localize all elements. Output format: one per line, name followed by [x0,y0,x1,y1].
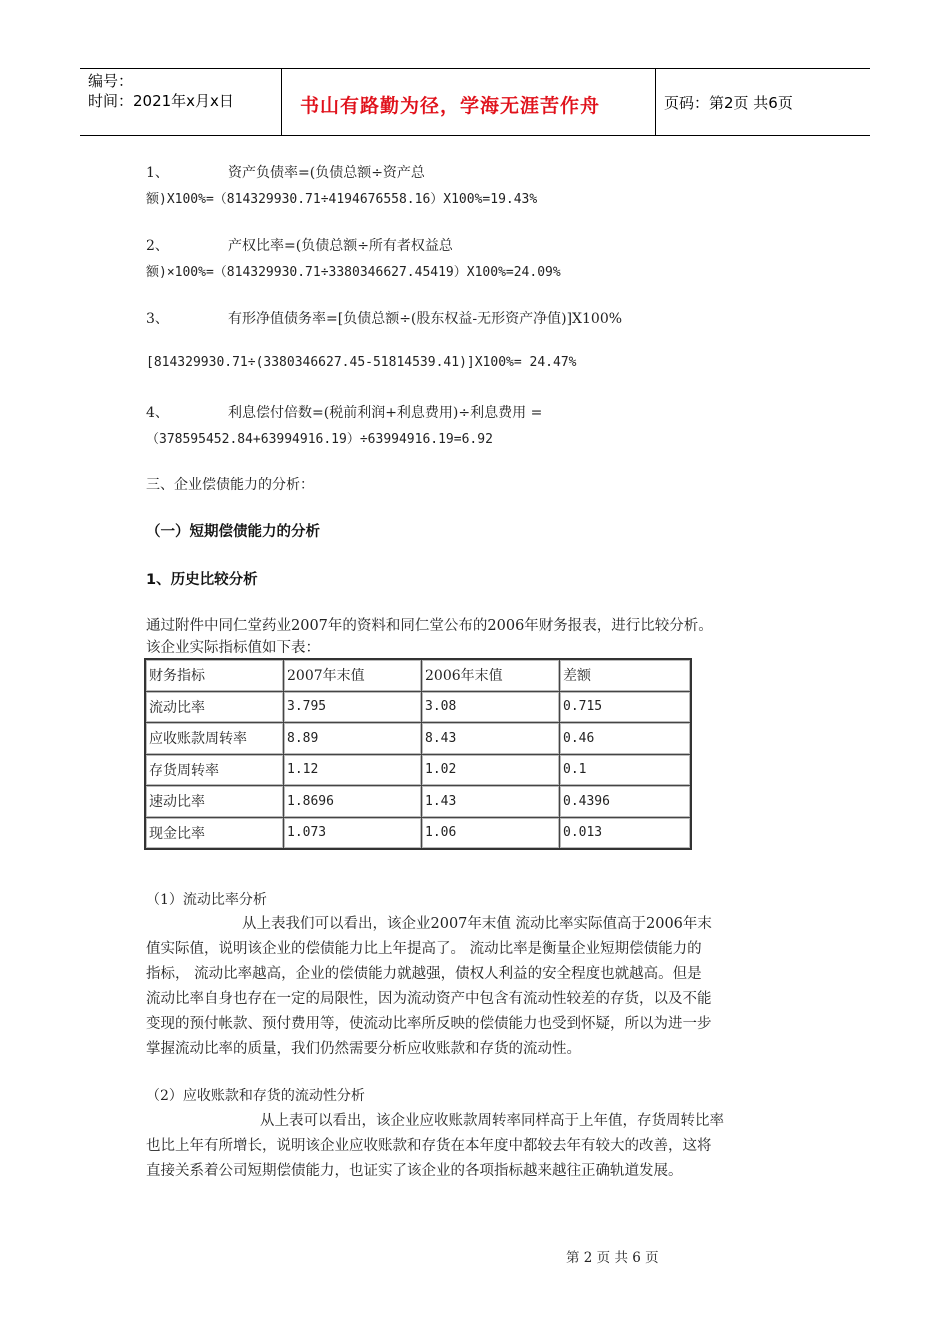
header-divider-2 [655,68,656,136]
table-header-cell: 2006年末值 [422,659,560,691]
analysis-1-line: 值实际值，说明该企业的偿债能力比上年提高了。 流动比率是衡量企业短期偿债能力的 [146,941,702,957]
table-cell: 1.02 [422,754,560,786]
analysis-1-line: 流动比率自身也存在一定的局限性，因为流动资产中包含有流动性较差的存货，以及不能 [146,991,712,1007]
header-page-info: 页码：第2页 共6页 [664,94,793,112]
table-cell: 现金比率 [145,817,284,849]
table-cell: 1.06 [422,817,560,849]
table-cell: 速动比率 [145,786,284,818]
analysis-2-line: 从上表可以看出，该企业应收账款周转率同样高于上年值，存货周转比率 [260,1113,724,1129]
analysis-2-line: 直接关系着公司短期偿债能力，也证实了该企业的各项指标越来越往正确轨道发展。 [146,1163,683,1179]
ratio-1-number: 1、 [146,165,169,181]
ratio-3-formula: 有形净值债务率=[负债总额÷(股东权益-无形资产净值)]X100% [228,311,623,327]
table-cell: 流动比率 [145,691,284,723]
table-cell: 3.08 [422,691,560,723]
analysis-1-title: （1）流动比率分析 [146,892,267,908]
analysis-1-line: 变现的预付帐款、预付费用等，使流动比率所反映的偿债能力也受到怀疑，所以为进一步 [146,1016,712,1032]
table-cell: 1.073 [284,817,422,849]
subsection-1-title: （一）短期偿债能力的分析 [146,524,320,540]
table-row [145,691,691,723]
table-header-cell: 2007年末值 [284,659,422,691]
table-row [145,723,691,755]
ratio-4-number: 4、 [146,405,169,421]
table-row [145,754,691,786]
ratio-2-number: 2、 [146,238,169,254]
financial-indicators-table [144,658,692,850]
analysis-2-title: （2）应收账款和存货的流动性分析 [146,1088,365,1104]
ratio-2-calc: 额)×100%=（814329930.71÷3380346627.45419）X100%=24.09% [146,265,561,280]
header-motto: 书山有路勤为径，学海无涯苦作舟 [300,95,601,117]
table-cell: 8.89 [284,723,422,755]
analysis-1-line: 指标， 流动比率越高，企业的偿债能力就越强，债权人利益的安全程度也就越高。但是 [146,966,702,982]
ratio-3-number: 3、 [146,311,169,327]
table-cell: 0.715 [560,691,692,723]
ratio-4-calc: （378595452.84+63994916.19）÷63994916.19=6.92 [146,432,493,447]
table-header-row [145,659,691,691]
table-header-cell: 差额 [560,659,692,691]
table-cell: 应收账款周转率 [145,723,284,755]
analysis-1-line: 掌握流动比率的质量，我们仍然需要分析应收账款和存货的流动性。 [146,1041,581,1057]
intro-line-2: 该企业实际指标值如下表： [146,640,320,656]
table-row [145,817,691,849]
analysis-2-line: 也比上年有所增长，说明该企业应收账款和存货在本年度中都较去年有较大的改善，这将 [146,1138,712,1154]
table-cell: 0.46 [560,723,692,755]
table-header-cell: 财务指标 [145,659,284,691]
ratio-3-calc: [814329930.71÷(3380346627.45-51814539.41)]X100%= 24.47% [146,355,577,370]
ratio-2-formula: 产权比率=(负债总额÷所有者权益总 [228,238,453,254]
ratio-1-calc: 额)X100%=（814329930.71÷4194676558.16）X100%=19.43% [146,192,538,207]
ratio-1-formula: 资产负债率=(负债总额÷资产总 [228,165,425,181]
table-cell: 存货周转率 [145,754,284,786]
analysis-1-line: 从上表我们可以看出，该企业2007年末值 流动比率实际值高于2006年末 [242,916,712,932]
table-cell: 1.43 [422,786,560,818]
table-cell: 1.12 [284,754,422,786]
header-date: 时间：2021年x月x日 [88,92,234,110]
table-cell: 0.4396 [560,786,692,818]
header-top-rule [80,68,870,69]
table-cell: 8.43 [422,723,560,755]
table-cell: 1.8696 [284,786,422,818]
subsection-1-1-title: 1、历史比较分析 [146,572,258,588]
ratio-4-formula: 利息偿付倍数=(税前利润+利息费用)÷利息费用 = [228,405,543,421]
analysis-2-body [146,1109,806,1184]
page-footer: 第 2 页 共 6 页 [566,1250,659,1266]
table-cell: 3.795 [284,691,422,723]
table-cell: 0.013 [560,817,692,849]
header-number-label: 编号： [88,72,134,90]
header-bottom-rule [80,135,870,136]
section-3-title: 三、企业偿债能力的分析： [146,477,314,493]
table-cell: 0.1 [560,754,692,786]
intro-line-1: 通过附件中同仁堂药业2007年的资料和同仁堂公布的2006年财务报表，进行比较分析。 [146,618,713,634]
header-divider-1 [281,68,282,136]
table-row [145,786,691,818]
analysis-1-body [146,912,806,1062]
